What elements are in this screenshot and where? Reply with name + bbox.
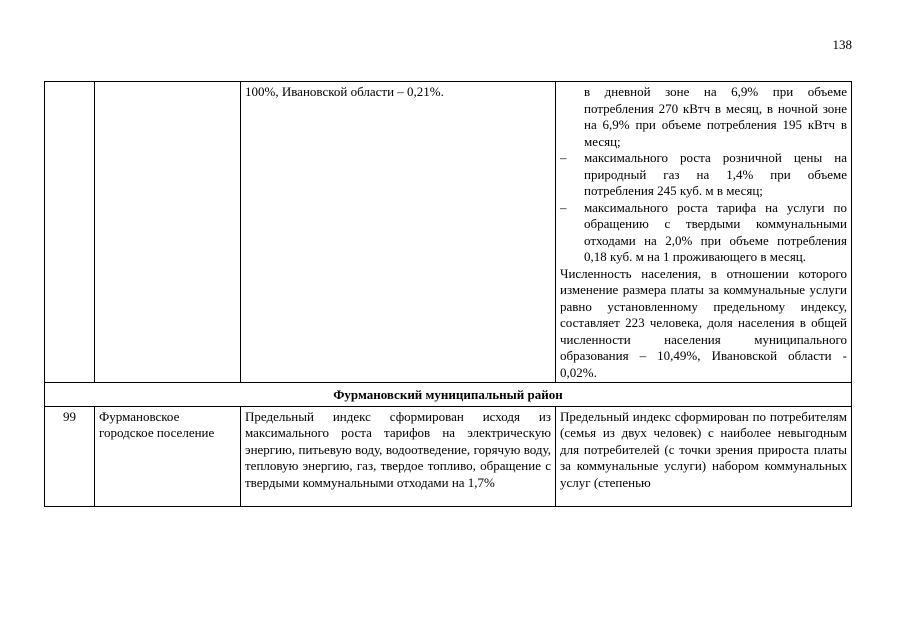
tariff-table — [44, 81, 852, 507]
consumer-group-text: Предельный индекс сформирован по потребителям (семья из двух человек) с наиболее невыгодным для потребителей (с точки зрения прироста платы за коммунальные услуги) набором коммунальных услуг (степенью — [560, 408, 847, 490]
municipality-name-cell — [95, 82, 241, 383]
section-header-row — [45, 383, 852, 407]
index-basis-text: Предельный индекс сформирован исходя из максимального роста тарифов на электрическую энергию, питьевую воду, водоотведение, горячую воду, тепловую энергию, газ, твердое топливо, обращение с твердыми коммунальными отходами на 1,7% — [245, 408, 551, 490]
index-basis-text: 100%, Ивановской области – 0,21%. — [245, 84, 444, 99]
list-dash: – — [560, 199, 567, 215]
tariff-growth-list — [560, 84, 847, 266]
consumer-group-cell — [556, 406, 852, 506]
list-item-text: в дневной зоне на 6,9% при объеме потребления 270 кВтч в месяц, в ночной зоне на 6,9% при объеме потребления 195 кВтч в месяц; — [584, 84, 847, 149]
row-number-cell: 99 — [45, 406, 95, 506]
index-basis-cell — [241, 406, 556, 506]
table-row-continuation — [45, 82, 852, 383]
municipality-name-cell: Фурмановское городское поселение — [95, 406, 241, 506]
district-title: Фурмановский муниципальный район — [45, 383, 852, 407]
list-item-text: максимального роста тарифа на услуги по обращению с твердыми коммунальными отходами на 2,0% при объеме потребления 0,18 куб. м на 1 проживающего в месяц. — [584, 199, 847, 264]
population-cell — [556, 82, 852, 383]
table-row-99 — [45, 406, 852, 506]
list-item — [560, 150, 847, 200]
row-number-cell — [45, 82, 95, 383]
list-item — [560, 84, 847, 150]
index-basis-cell — [241, 82, 556, 383]
list-item-text: максимального роста розничной цены на природный газ на 1,4% при объеме потребления 245 куб. м в месяц; — [584, 150, 847, 198]
population-paragraph: Численность населения, в отношении которого изменение размера платы за коммунальные услуги равно установленному предельному индексу, составляет 223 человека, доля населения в общей численности населения муниципального образования – 10,49%, Ивановской области - 0,02%. — [560, 265, 847, 380]
page-number: 138 — [832, 37, 852, 52]
list-item — [560, 200, 847, 266]
list-dash: – — [560, 150, 567, 165]
